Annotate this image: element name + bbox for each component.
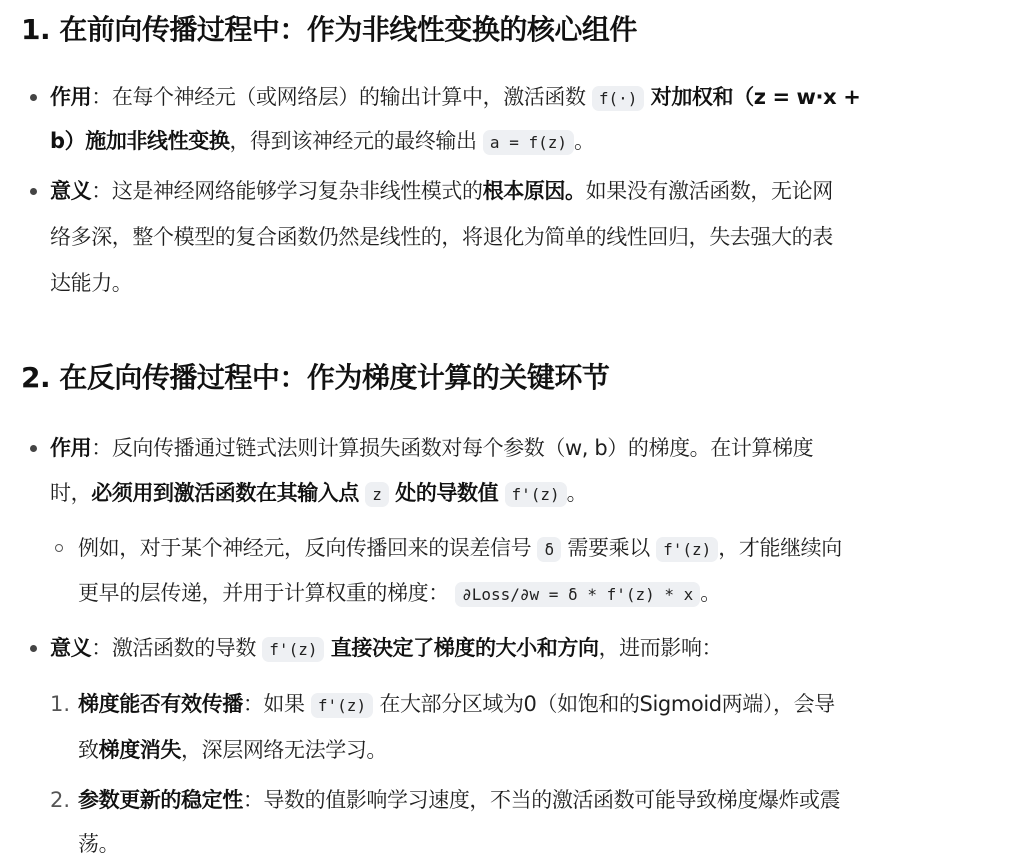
list-number: 1. bbox=[50, 692, 71, 716]
forward-meaning-text-2: 如果没有激活函数，无论网 bbox=[585, 179, 833, 203]
forward-role-text: 在每个神经元（或网络层）的输出计算中，激活函数 bbox=[111, 85, 586, 109]
numbered-item-1-text-4: ，深层网络无法学习。 bbox=[181, 738, 388, 762]
forward-role-line-1 bbox=[50, 82, 860, 114]
forward-meaning-line-2 bbox=[50, 222, 833, 252]
forward-role-label: 作用 bbox=[50, 85, 92, 109]
separator: ： bbox=[91, 436, 112, 460]
bullet-dot bbox=[30, 645, 37, 652]
forward-role-end: 。 bbox=[573, 129, 595, 153]
section-heading-forward: 1. 在前向传播过程中：作为非线性变换的核心组件 bbox=[21, 13, 637, 46]
forward-meaning-text: 这是神经网络能够学习复杂非线性模式的 bbox=[111, 179, 483, 203]
backward-role-bold-2: 处的导数值 bbox=[395, 481, 499, 505]
separator: ： bbox=[91, 85, 112, 109]
backward-meaning-text-2: ，进而影响： bbox=[598, 636, 723, 660]
forward-meaning-line-3 bbox=[50, 268, 132, 298]
backward-role-line-1 bbox=[50, 433, 813, 463]
forward-meaning-text-4: 达能力。 bbox=[50, 271, 133, 295]
bullet-dot bbox=[30, 94, 37, 101]
numbered-item-1-text: 如果 bbox=[263, 692, 305, 716]
separator: ： bbox=[242, 788, 264, 812]
backward-role-bold: 必须用到激活函数在其输入点 bbox=[91, 481, 360, 505]
code-gradient-formula: ∂Loss/∂w = δ * f'(z) * x bbox=[455, 582, 700, 607]
code-f-prime-z: f'(z) bbox=[505, 482, 567, 507]
code-f-dot: f(·) bbox=[592, 86, 645, 111]
backward-example-line-2 bbox=[78, 578, 721, 610]
backward-meaning-label: 意义 bbox=[50, 636, 92, 660]
code-delta: δ bbox=[537, 537, 561, 562]
forward-role-text-2: ，得到该神经元的最终输出 bbox=[229, 129, 477, 153]
numbered-item-1-line-1 bbox=[78, 689, 835, 721]
forward-role-line-2 bbox=[50, 126, 595, 158]
numbered-item-2-line-2 bbox=[78, 829, 119, 859]
backward-role-end: 。 bbox=[566, 481, 588, 505]
numbered-item-1-text-3: 致 bbox=[78, 738, 99, 762]
backward-meaning-line bbox=[50, 633, 722, 665]
separator: ： bbox=[91, 179, 112, 203]
backward-example-text-3: ，才能继续向 bbox=[718, 536, 842, 560]
code-f-prime-z: f'(z) bbox=[311, 693, 373, 718]
forward-meaning-bold: 根本原因。 bbox=[482, 179, 586, 203]
forward-meaning-text-3: 络多深，整个模型的复合函数仍然是线性的，将退化为简单的线性回归，失去强大的表 bbox=[50, 225, 833, 249]
code-z: z bbox=[365, 482, 389, 507]
numbered-item-1-label: 梯度能否有效传播 bbox=[78, 692, 243, 716]
code-f-prime-z: f'(z) bbox=[262, 637, 324, 662]
list-number: 2. bbox=[50, 788, 71, 812]
backward-meaning-text: 激活函数的导数 bbox=[111, 636, 257, 660]
bullet-dot bbox=[30, 445, 37, 452]
sub-bullet-ring bbox=[55, 544, 63, 552]
backward-example-text-4: 更早的层传递，并用于计算权重的梯度： bbox=[78, 581, 449, 605]
numbered-item-1-bold: 梯度消失 bbox=[98, 738, 182, 762]
numbered-item-2-text-2: 荡。 bbox=[78, 832, 120, 856]
backward-role-label: 作用 bbox=[50, 436, 92, 460]
backward-example-line-1 bbox=[78, 533, 842, 565]
backward-role-text: 反向传播通过链式法则计算损失函数对每个参数（w, b）的梯度。在计算梯度 bbox=[111, 436, 814, 460]
backward-meaning-bold: 直接决定了梯度的大小和方向 bbox=[330, 636, 599, 660]
backward-example-text: 例如，对于某个神经元，反向传播回来的误差信号 bbox=[78, 536, 532, 560]
section-heading-backward: 2. 在反向传播过程中：作为梯度计算的关键环节 bbox=[21, 361, 610, 394]
backward-example-end: 。 bbox=[700, 581, 721, 605]
separator: ： bbox=[242, 692, 264, 716]
numbered-item-1-text-2: 在大部分区域为0（如饱和的Sigmoid两端），会导 bbox=[379, 692, 835, 716]
forward-meaning-line-1 bbox=[50, 176, 833, 206]
bullet-dot bbox=[30, 188, 37, 195]
forward-role-bold: 对加权和（z = w·x + bbox=[650, 85, 861, 109]
backward-role-text-2: 时， bbox=[50, 481, 92, 505]
numbered-item-2-label: 参数更新的稳定性 bbox=[78, 788, 243, 812]
forward-meaning-label: 意义 bbox=[50, 179, 92, 203]
code-f-prime-z: f'(z) bbox=[656, 537, 718, 562]
code-a-equals-fz: a = f(z) bbox=[483, 130, 574, 155]
separator: ： bbox=[91, 636, 112, 660]
forward-role-bold-2: b）施加非线性变换 bbox=[50, 129, 230, 153]
backward-role-line-2 bbox=[50, 478, 587, 510]
numbered-item-2-text: 导数的值影响学习速度，不当的激活函数可能导致梯度爆炸或震 bbox=[263, 788, 841, 812]
numbered-item-2-line-1 bbox=[78, 785, 840, 815]
backward-example-text-2: 需要乘以 bbox=[567, 536, 650, 560]
numbered-item-1-line-2 bbox=[78, 735, 387, 765]
